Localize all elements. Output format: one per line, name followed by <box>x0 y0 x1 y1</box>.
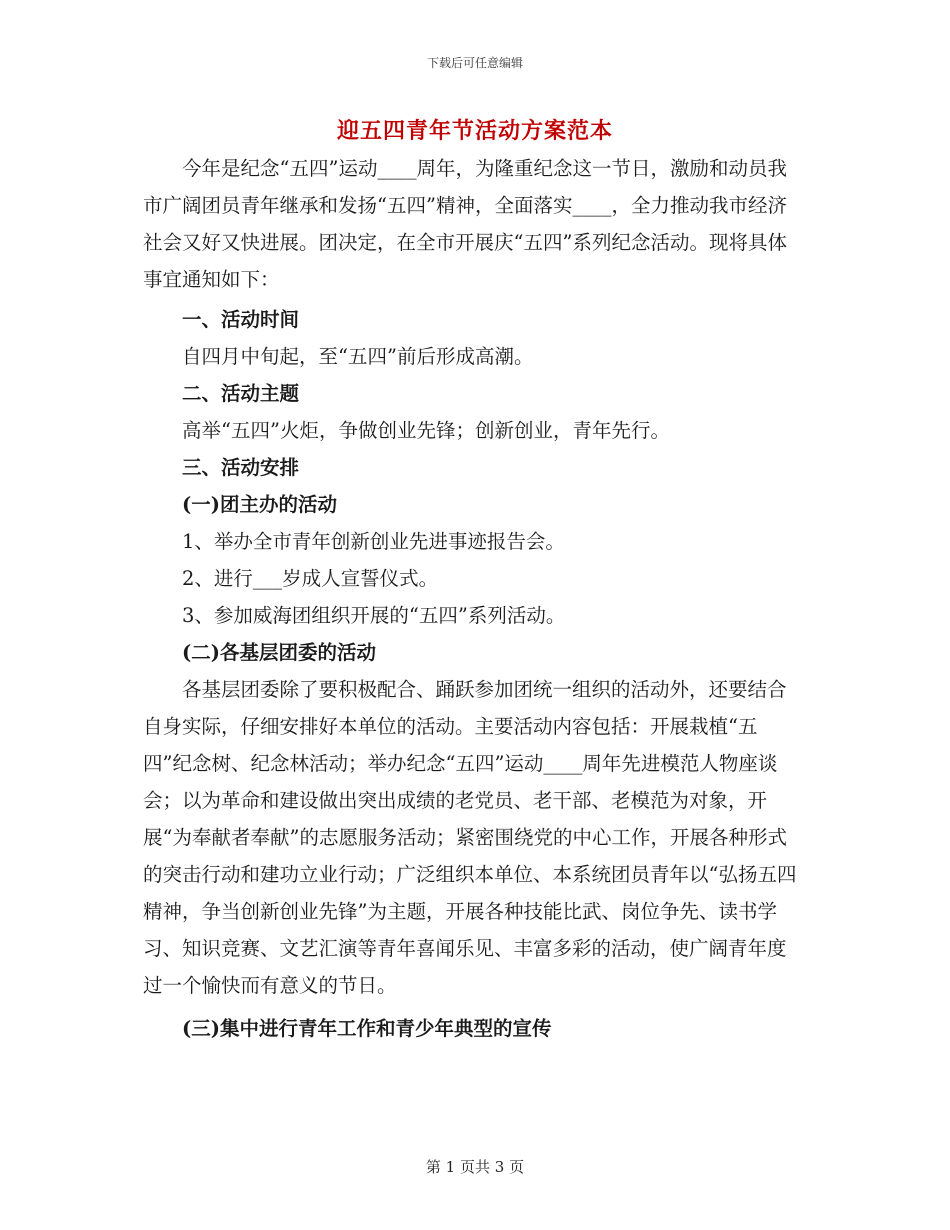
sub1-item-2: 2、进行___岁成人宣誓仪式。 <box>182 567 439 590</box>
page-number-footer: 第 1 页共 3 页 <box>425 1158 525 1176</box>
sub3-heading: (三)集中进行青年工作和青少年典型的宣传 <box>182 1017 552 1040</box>
sub2-text: 各基层团委除了要积极配合、踊跃参加团统一组织的活动外，还要结合自身实际，仔细安排好本单位的活动。主要活动内容包括：开展栽植“五四”纪念树、纪念林活动；举办纪念“五四”运动____周年先进模范人物座谈会；以为革命和建设做出突出成绩的老党员、老干部、老模范为对象，开展“为奉献者奉献”的志愿服务活动；紧密围绕党的中心工作，开展各种形式的突击行动和建功立业行动；广泛组织本单位、本系统团员青年以“弘扬五四精神，争当创新创业先锋”为主题，开展各种技能比武、岗位争先、读书学习、知识竞赛、文艺汇演等青年喜闻乐见、丰富多彩的活动，使广阔青年度过一个愉快而有意义的节日。 <box>143 678 797 997</box>
intro-paragraph: 今年是纪念“五四”运动____周年，为隆重纪念这一节日，激励和动员我市广阔团员青年继承和发扬“五四”精神，全面落实____，全力推动我市经济社会又好又快进展。团决定，在全市开展庆“五四”系列纪念活动。现将具体事宜通知如下： <box>143 157 787 291</box>
section1-heading: 一、活动时间 <box>182 308 300 331</box>
sub1-heading: (一)团主办的活动 <box>182 493 337 516</box>
section3-heading: 三、活动安排 <box>182 456 300 479</box>
section2-text: 高举“五四”火炬，争做创业先锋；创新创业，青年先行。 <box>182 419 670 442</box>
section2-heading: 二、活动主题 <box>182 382 300 405</box>
sub2-heading: (二)各基层团委的活动 <box>182 641 376 664</box>
header-note: 下载后可任意编辑 <box>426 56 523 70</box>
document-body <box>143 150 803 1047</box>
sub1-item-1: 1、举办全市青年创新创业先进事迹报告会。 <box>182 530 565 553</box>
document-title: 迎五四青年节活动方案范本 <box>336 118 613 144</box>
sub1-item-3: 3、参加威海团组织开展的“五四”系列活动。 <box>182 604 566 627</box>
section1-text: 自四月中旬起，至“五四”前后形成高潮。 <box>182 345 534 368</box>
